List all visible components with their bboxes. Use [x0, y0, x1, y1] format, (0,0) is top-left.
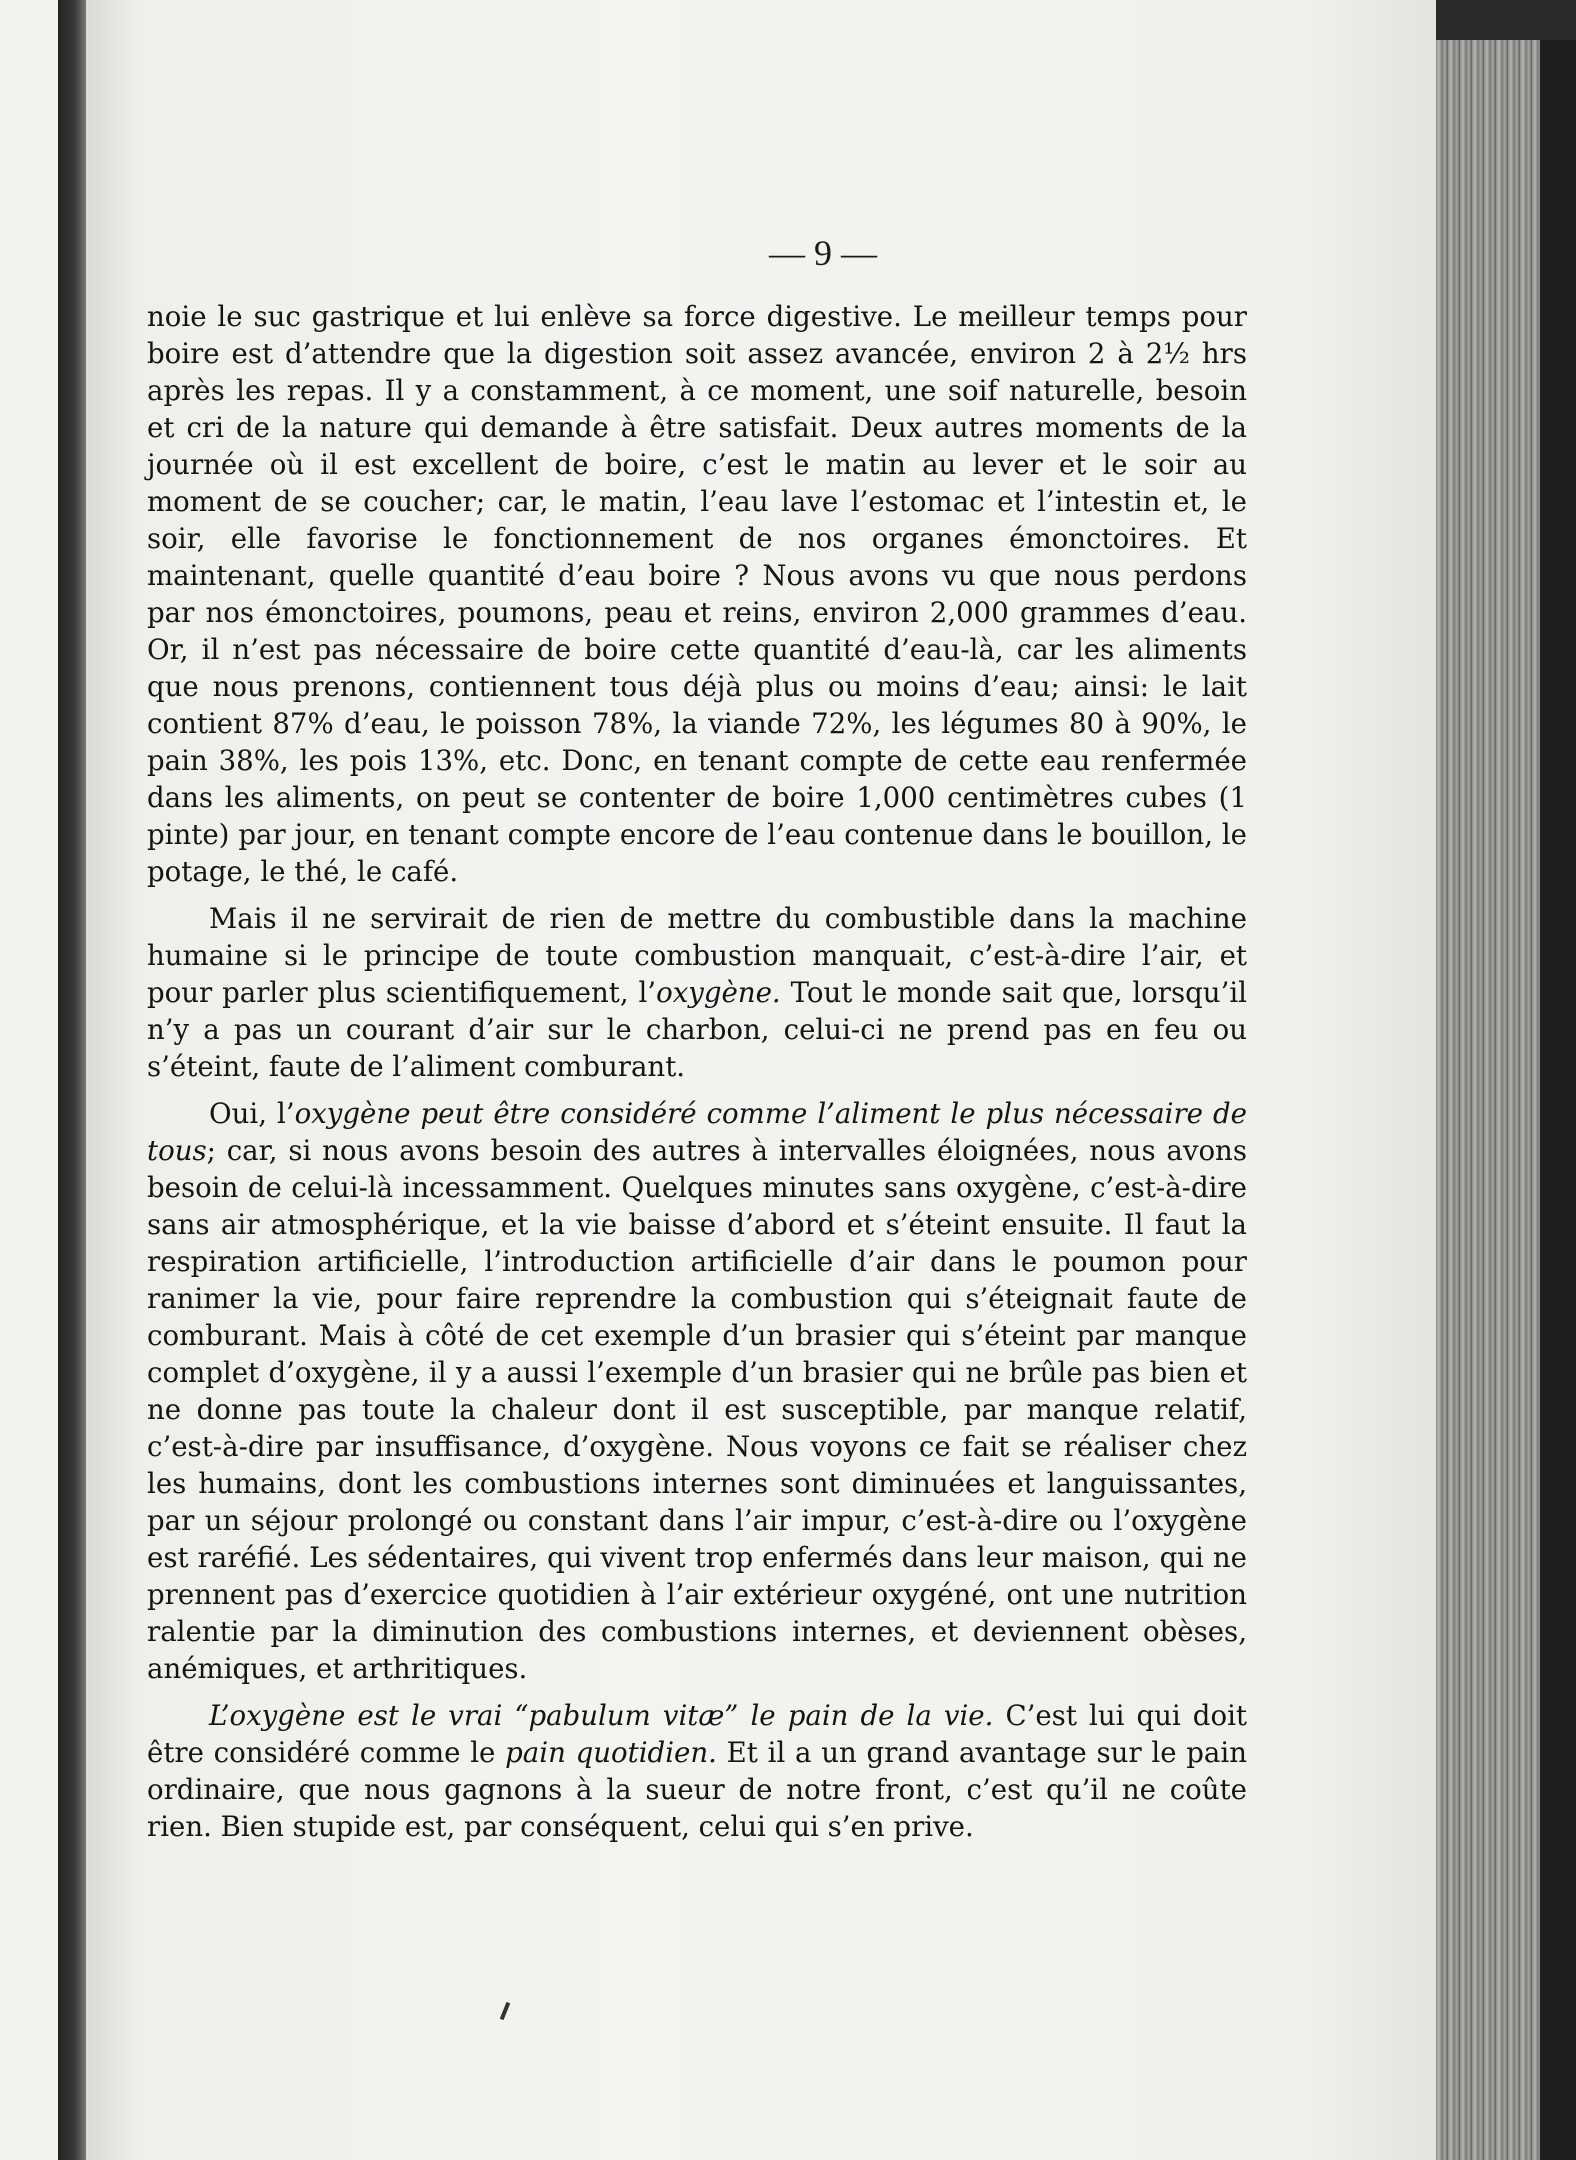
italic-text-segment: L’oxygène est le vrai “pabulum vitæ” le pain de la vie.	[209, 1699, 994, 1732]
book-gutter	[58, 0, 86, 2160]
text-segment: Tout le monde sait que, lorsqu’il n’y a pas un courant d’air sur le charbon, celui-ci ne prend pas en feu ou s’éteint, faute de l’aliment comburant.	[147, 976, 1247, 1083]
text-segment: C’est lui qui doit être considéré comme le	[147, 1699, 1248, 1769]
text-segment: Et il a un grand avantage sur le pain ordinaire, que nous gagnons à la sueur de notre front, c’est qu’il ne coûte rien. Bien stupide est, par conséquent, celui qui s’en prive.	[147, 1736, 1247, 1843]
text-segment: Oui, l’	[209, 1097, 295, 1130]
text-segment: noie le suc gastrique et lui enlève sa force digestive. Le meilleur temps pour boire est d’attendre que la digestion soit assez avancée, environ 2 à 2½ hrs après les repas. Il y a constamment, à ce moment, une soif naturelle, besoin et cri de la nature qui demande à être satisfait. Deux autres moments de la journée où il est excellent de boire, c’est le matin au lever et le soir au moment de se coucher; car, le matin, l’eau lave l’estomac et l’intestin et, le soir, elle favorise le fonctionnement de nos organes émonctoires. Et maintenant, quelle quantité d’eau boire ? Nous avons vu que nous perdons par nos émonctoires, poumons, peau et reins, environ 2,000 grammes d’eau. Or, il n’est pas nécessaire de boire cette quantité d’eau-là, car les aliments que nous prenons, contiennent tous déjà plus ou moins d’eau; ainsi: le lait contient 87% d’eau, le poisson 78%, la viande 72%, les légumes 80 à 90%, le pain 38%, les pois 13%, etc. Donc, en tenant compte de cette eau renfermée dans les aliments, on peut se contenter de boire 1,000 centimètres cubes (1 pinte) par jour, en tenant compte encore de l’eau contenue dans le bouillon, le potage, le thé, le café.	[147, 300, 1247, 888]
body-text	[147, 298, 1247, 1855]
text-segment: ; car, si nous avons besoin des autres à intervalles éloignées, nous avons besoin de celui-là incessamment. Quelques minutes sans oxygène, c’est-à-dire sans air atmosphérique, et la vie baisse d’abord et s’éteint ensuite. Il faut la respiration artificielle, l’introduction artificielle d’air dans le poumon pour ranimer la vie, pour faire reprendre la combustion qui s’éteignait faute de comburant. Mais à côté de cet exemple d’un brasier qui s’éteint par manque complet d’oxygène, il y a aussi l’exemple d’un brasier qui ne brûle pas bien et ne donne pas toute la chaleur dont il est susceptible, par manque relatif, c’est-à-dire par insuffisance, d’oxygène. Nous voyons ce fait se réaliser chez les humains, dont les combustions internes sont diminuées et languissantes, par un séjour prolongé ou constant dans l’air impur, c’est-à-dire ou l’oxygène est raréfié. Les sédentaires, qui vivent trop enfermés dans leur maison, qui ne prennent pas d’exercice quotidien à l’air extérieur oxygéné, ont une nutrition ralentie par la diminution des combustions internes, et deviennent obèses, anémiques, et arthritiques.	[147, 1134, 1247, 1685]
italic-text-segment: oxygène peut être considéré comme l’aliment le plus nécessaire de tous	[147, 1097, 1247, 1167]
page-stack-top	[1436, 0, 1576, 40]
italic-text-segment: pain quotidien.	[505, 1736, 717, 1769]
paragraph	[147, 298, 1247, 890]
paragraph	[147, 1095, 1247, 1687]
page-number: — 9 —	[769, 233, 877, 273]
paragraph	[147, 900, 1247, 1085]
italic-text-segment: oxygène.	[656, 976, 781, 1009]
paragraph	[147, 1697, 1247, 1845]
facing-page-edge	[0, 0, 58, 2160]
book-cover-edge	[1540, 40, 1576, 2160]
text-segment: Mais il ne servirait de rien de mettre du combustible dans la machine humaine si le principe de toute combustion manquait, c’est-à-dire l’air, et pour parler plus scientifiquement, l’	[147, 902, 1247, 1009]
